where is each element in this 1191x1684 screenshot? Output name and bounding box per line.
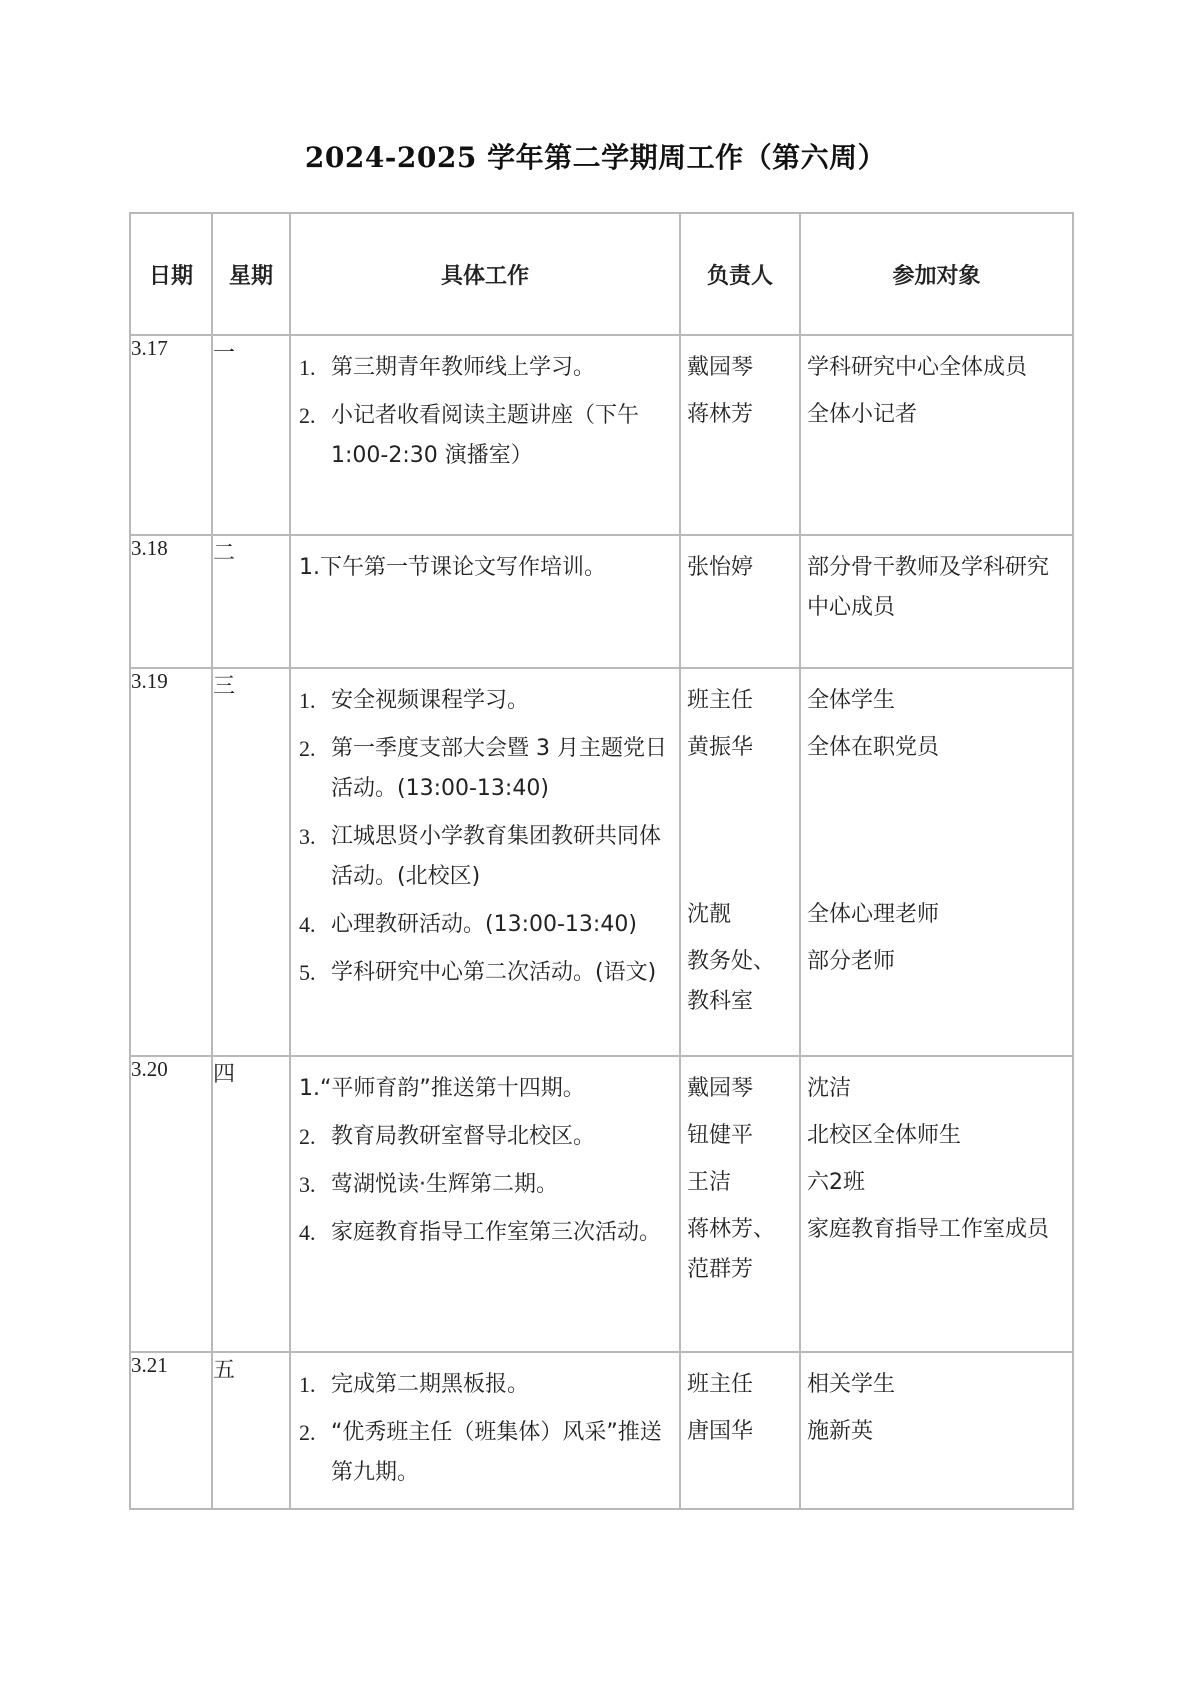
header-row — [130, 213, 1073, 335]
participant-name: 全体学生 — [807, 688, 896, 713]
work-item: 1.“平师育韵”推送第十四期。 — [299, 1076, 585, 1101]
weekly-schedule-table — [129, 212, 1074, 1510]
row-owner — [680, 335, 800, 535]
row-work — [290, 335, 680, 535]
row-weekday: 三 — [212, 668, 290, 1056]
participant-name: 部分老师 — [807, 949, 896, 974]
owner-name: 戴园琴 — [687, 1076, 754, 1101]
header-weekday: 星期 — [212, 213, 290, 335]
row-work — [290, 1056, 680, 1352]
row-work — [290, 535, 680, 668]
work-item: 2. 第一季度支部大会暨 3 月主题党日活动。(13:00-13:40) — [299, 736, 667, 801]
work-item: 2. 小记者收看阅读主题讲座（下午1:00-2:30 演播室） — [299, 403, 640, 468]
work-item: 1.下午第一节课论文写作培训。 — [299, 555, 606, 580]
row-date: 3.19 — [130, 668, 212, 1056]
work-item: 3. 莺湖悦读·生辉第二期。 — [299, 1172, 558, 1197]
row-date: 3.20 — [130, 1056, 212, 1352]
work-item: 2. “优秀班主任（班集体）风采”推送第九期。 — [299, 1420, 662, 1485]
participant-name: 学科研究中心全体成员 — [807, 355, 1028, 380]
row-date: 3.21 — [130, 1352, 212, 1509]
row-date: 3.17 — [130, 335, 212, 535]
header-date: 日期 — [130, 213, 212, 335]
header-participants: 参加对象 — [800, 213, 1073, 335]
table-row — [130, 535, 1073, 668]
participant-name: 全体心理老师 — [807, 902, 940, 927]
participant-name: 沈洁 — [807, 1076, 852, 1101]
row-weekday: 一 — [212, 335, 290, 535]
row-owner — [680, 1352, 800, 1509]
owner-name: 班主任 — [687, 688, 754, 713]
owner-name: 钮健平 — [687, 1123, 754, 1148]
header-owner: 负责人 — [680, 213, 800, 335]
row-participants — [800, 1056, 1073, 1352]
owner-name: 沈靓 — [687, 902, 732, 927]
participant-name: 施新英 — [807, 1419, 874, 1444]
owner-name: 戴园琴 — [687, 355, 754, 380]
row-owner — [680, 535, 800, 668]
table-row — [130, 1352, 1073, 1509]
row-participants — [800, 1352, 1073, 1509]
row-owner — [680, 1056, 800, 1352]
work-item: 2. 教育局教研室督导北校区。 — [299, 1124, 596, 1149]
participant-name: 全体在职党员 — [807, 735, 940, 760]
work-item: 3. 江城思贤小学教育集团教研共同体活动。(北校区) — [299, 824, 662, 889]
participant-name: 家庭教育指导工作室成员 — [807, 1217, 1050, 1242]
table-row — [130, 335, 1073, 535]
owner-name: 黄振华 — [687, 735, 754, 760]
owner-name: 教务处、教科室 — [687, 949, 776, 1014]
participant-name: 部分骨干教师及学科研究中心成员 — [807, 555, 1050, 620]
work-item: 1. 第三期青年教师线上学习。 — [299, 355, 596, 380]
participant-name: 六2班 — [807, 1170, 865, 1195]
owner-name: 蒋林芳 — [687, 402, 754, 427]
work-item: 1. 安全视频课程学习。 — [299, 688, 530, 713]
owner-name: 蒋林芳、范群芳 — [687, 1217, 776, 1282]
participant-name: 相关学生 — [807, 1372, 896, 1397]
row-weekday: 五 — [212, 1352, 290, 1509]
row-weekday: 四 — [212, 1056, 290, 1352]
owner-name: 张怡婷 — [687, 555, 754, 580]
work-item: 4. 心理教研活动。(13:00-13:40) — [299, 912, 637, 937]
table-row — [130, 1056, 1073, 1352]
owner-name: 王洁 — [687, 1170, 732, 1195]
row-owner — [680, 668, 800, 1056]
row-work — [290, 668, 680, 1056]
table-row — [130, 668, 1073, 1056]
row-participants — [800, 335, 1073, 535]
owner-name: 班主任 — [687, 1372, 754, 1397]
work-item: 1. 完成第二期黑板报。 — [299, 1372, 530, 1397]
owner-name: 唐国华 — [687, 1419, 754, 1444]
participant-name: 北校区全体师生 — [807, 1123, 962, 1148]
header-work: 具体工作 — [290, 213, 680, 335]
work-item: 5. 学科研究中心第二次活动。(语文) — [299, 960, 657, 985]
page-title: 2024-2025 学年第二学期周工作（第六周） — [304, 141, 887, 174]
row-weekday: 二 — [212, 535, 290, 668]
row-work — [290, 1352, 680, 1509]
work-item: 4. 家庭教育指导工作室第三次活动。 — [299, 1220, 662, 1245]
row-participants — [800, 668, 1073, 1056]
row-date: 3.18 — [130, 535, 212, 668]
row-participants — [800, 535, 1073, 668]
participant-name: 全体小记者 — [807, 402, 918, 427]
